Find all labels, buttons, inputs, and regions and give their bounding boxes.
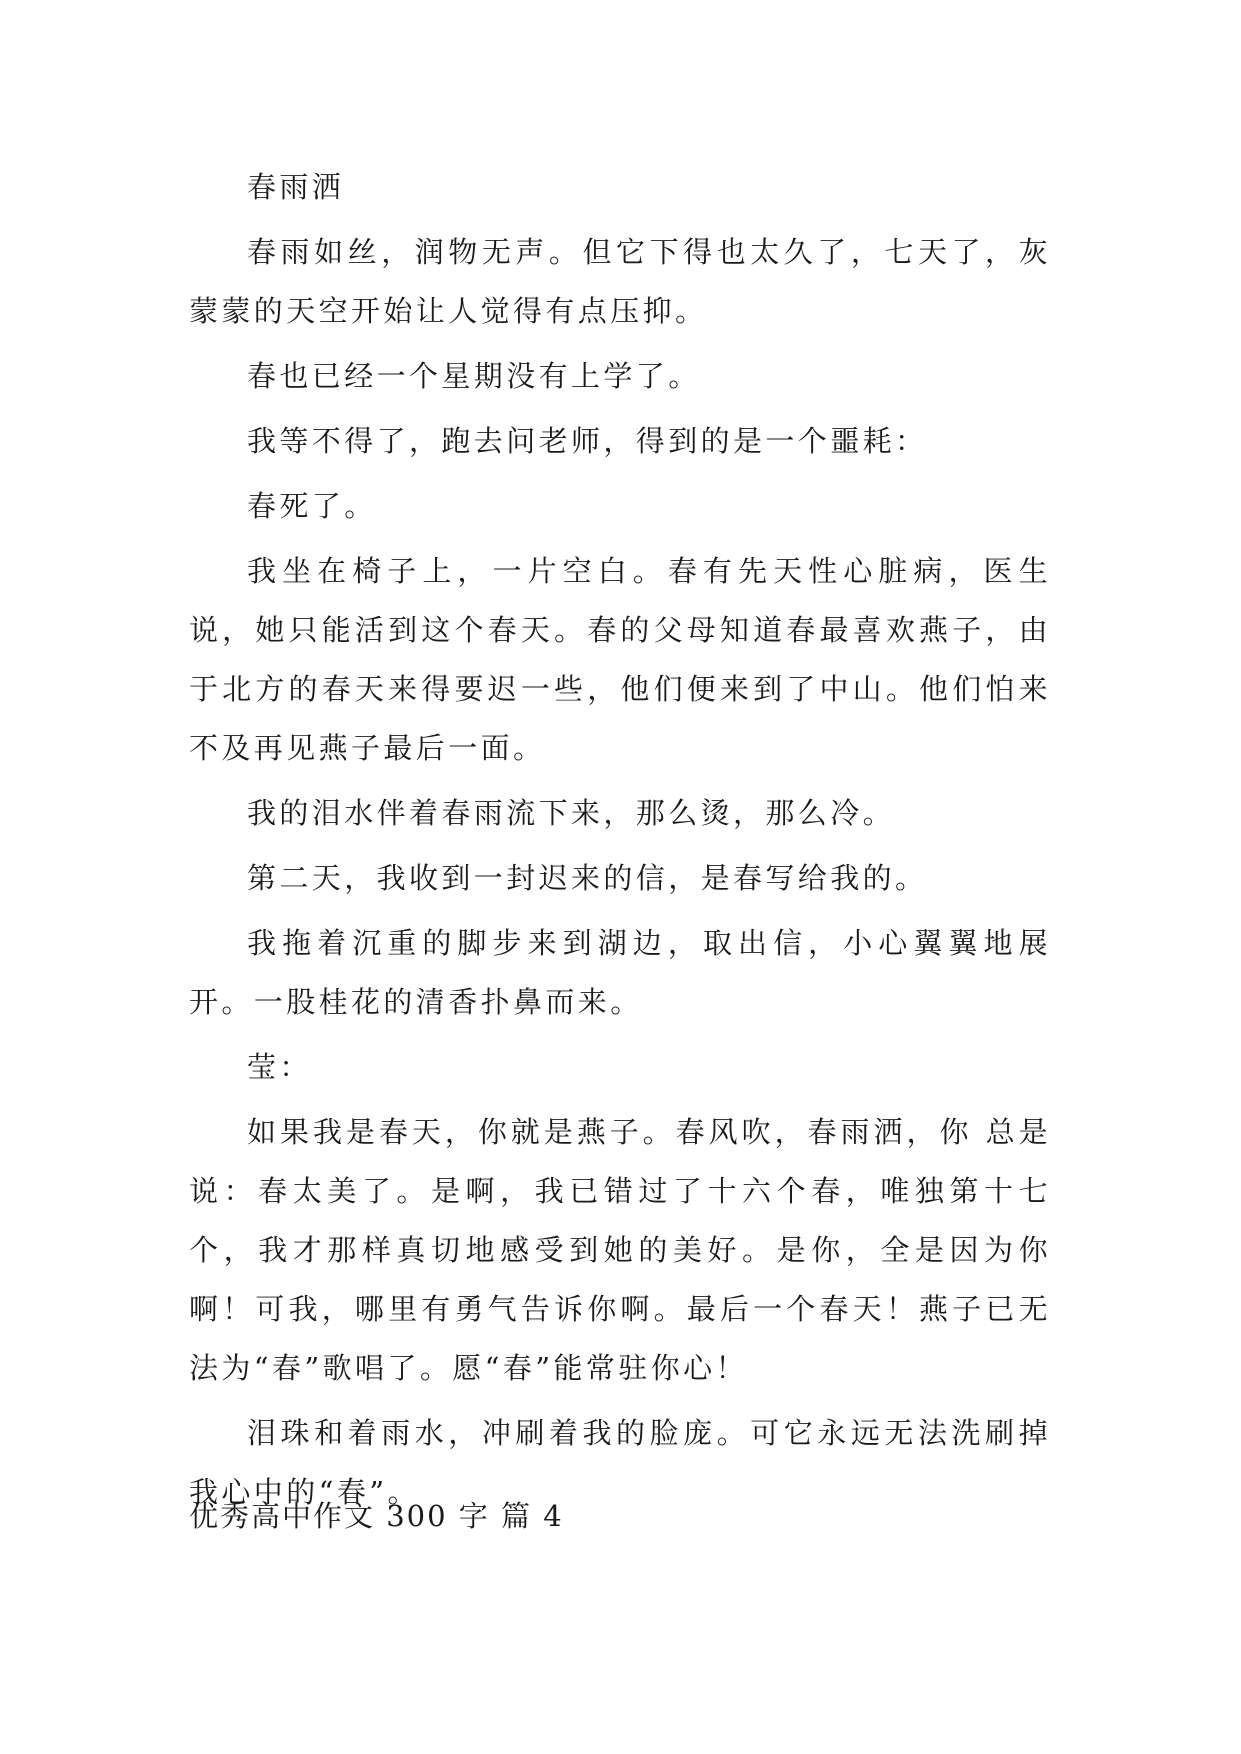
letter-body: 如果我是春天，你就是燕子。春风吹，春雨洒，你 总是说：春太美了。是啊，我已错过了十六个春，唯独第十七个，我才那样真切地感受到她的美好。是你，全是因为你啊！可我，哪里有勇气告诉你啊。最后一个春天！燕子已无法为“春”歌唱了。愿“春”能常驻你心！ [189, 1115, 1051, 1385]
paragraph: 我等不得了，跑去问老师，得到的是一个噩耗： [247, 424, 928, 458]
paragraph: 我的泪水伴着春雨流下来，那么烫，那么冷。 [247, 796, 896, 830]
essay-title: 春雨洒 [247, 170, 345, 204]
paragraph: 第二天，我收到一封迟来的信，是春写给我的。 [247, 861, 928, 895]
letter-salutation: 莹： [247, 1050, 312, 1084]
paragraph: 我拖着沉重的脚步来到湖边，取出信，小心翼翼地展开。一股桂花的清香扑鼻而来。 [189, 926, 1051, 1019]
essay-body [189, 158, 1051, 1528]
paragraph: 泪珠和着雨水，冲刷着我的脸庞。可它永远无法洗刷掉我心中的“春”。 [189, 1416, 1051, 1509]
paragraph: 春雨如丝，润物无声。但它下得也太久了，七天了，灰蒙蒙的天空开始让人觉得有点压抑。 [189, 235, 1051, 328]
next-essay-heading: 优秀高中作文 300 字 篇 4 [189, 1499, 564, 1533]
paragraph: 我坐在椅子上，一片空白。春有先天性心脏病，医生说，她只能活到这个春天。春的父母知道春最喜欢燕子，由于北方的春天来得要迟一些，他们便来到了中山。他们怕来不及再见燕子最后一面。 [189, 554, 1051, 765]
paragraph: 春也已经一个星期没有上学了。 [247, 359, 701, 393]
paragraph: 春死了。 [247, 489, 377, 523]
